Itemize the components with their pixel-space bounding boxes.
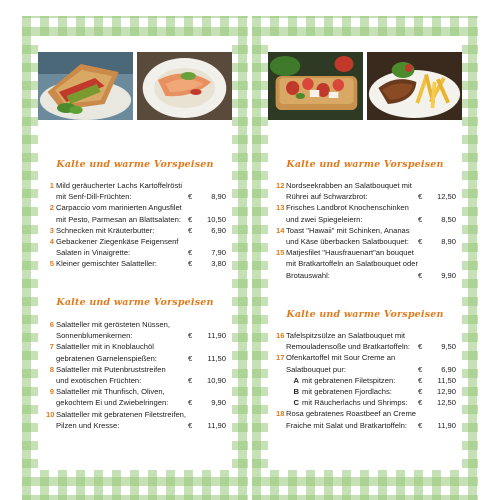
menu-item-number: 15 — [276, 248, 285, 258]
menu-item-number: 13 — [276, 203, 285, 213]
menu-item-price — [430, 247, 456, 258]
menu-item-text: Frisches Landbrot Knochenschinken — [286, 203, 409, 213]
menu-item-currency: € — [418, 214, 423, 224]
menu-subitem-price: 11,50 — [437, 375, 456, 385]
menu-item-body — [56, 341, 226, 363]
menu-item-number: 12 — [276, 181, 285, 190]
menu-item — [46, 180, 226, 202]
menu-item-currency — [418, 258, 430, 269]
menu-item-price: 6,90 — [211, 225, 226, 235]
menu-item-number: 14 — [276, 225, 285, 235]
menu-item-price: 11,90 — [207, 331, 226, 341]
menu-item-text: Brotauswahl: — [286, 270, 330, 280]
menu-item-number: 18 — [276, 409, 285, 419]
menu-item-text: Toast "Hawaii" mit Schinken, Ananas — [286, 225, 410, 235]
menu-item-currency — [188, 202, 200, 213]
menu-list — [276, 330, 456, 431]
menu-item-line — [56, 353, 226, 364]
menu-item-currency: € — [188, 398, 193, 408]
menu-item-currency — [188, 236, 200, 247]
menu-item-currency: € — [418, 192, 423, 202]
menu-item-line — [56, 397, 226, 408]
menu-item-price: 9,90 — [211, 398, 226, 408]
menu-item-currency — [188, 386, 200, 397]
menu-subitem-currency: € — [418, 387, 423, 397]
menu-item-number: 7 — [49, 342, 54, 352]
menu-item-text: Kleiner gemischter Salatteller: — [56, 259, 157, 269]
menu-item-text: Salatteller mit Thunfisch, Oliven, — [56, 387, 165, 397]
menu-item-price — [200, 409, 226, 420]
menu-item-line — [286, 247, 456, 258]
menu-item-price — [430, 408, 456, 419]
menu-item-line — [56, 364, 226, 375]
menu-item-currency: € — [188, 192, 193, 202]
menu-item — [276, 330, 456, 352]
menu-item — [46, 364, 226, 386]
menu-item-price — [200, 180, 226, 191]
menu-item-price: 10,90 — [206, 376, 226, 386]
panel-top-strip — [252, 0, 478, 16]
menu-item-currency — [418, 330, 430, 341]
menu-item-price: 3,80 — [211, 259, 226, 269]
menu-item-text: und exotischen Früchten: — [56, 376, 142, 386]
menu-item-text: gekochtem Ei und Zwiebelringen: — [56, 398, 169, 408]
menu-item-text: Salatteller mit gebratenen Filetstreifen, — [56, 409, 187, 419]
menu-item-line — [286, 180, 456, 191]
menu-item-price: 9,50 — [441, 342, 456, 352]
menu-item-line — [286, 270, 456, 281]
menu-item-price — [200, 386, 226, 397]
menu-item-line — [286, 330, 456, 341]
menu-item-price: 8,90 — [211, 192, 226, 202]
menu-item-currency: € — [188, 376, 193, 386]
menu-subitem — [286, 397, 456, 408]
section-title: Kalte und warme Vorspeisen — [56, 297, 214, 308]
menu-item-text: Gebackener Ziegenkäse Feigensenf — [56, 237, 179, 247]
menu-item-currency: € — [188, 331, 193, 341]
food-photos-right — [268, 52, 462, 120]
menu-item-price: 8,50 — [441, 214, 456, 224]
menu-subitem-letter: B — [293, 387, 299, 397]
menu-item-price — [200, 236, 226, 247]
menu-item-price: 9,90 — [441, 270, 456, 280]
menu-item-currency — [188, 180, 200, 191]
menu-item-number: 6 — [49, 320, 54, 329]
menu-item-price: 12,50 — [436, 192, 456, 202]
menu-item-currency — [188, 364, 200, 375]
menu-item-line — [286, 364, 456, 375]
menu-item-body — [56, 180, 226, 202]
menu-item-number: 10 — [46, 409, 55, 419]
menu-subitem — [286, 375, 456, 386]
menu-item-text: Salatteller mit in Knoblauchöl — [56, 342, 154, 352]
menu-item-text: Salatteller mit gerösteten Nüssen, — [56, 320, 170, 329]
menu-item — [46, 258, 226, 269]
menu-item — [276, 180, 456, 202]
menu-item-currency — [188, 341, 200, 352]
menu-item-text: Mild geräucherter Lachs Kartoffelrösti — [56, 181, 183, 190]
menu-item-text: mit Senf-Dill-Früchten: — [56, 192, 132, 202]
menu-subitem-text: mit Räucherlachs und Shrimps: — [302, 398, 408, 408]
menu-item-price — [430, 258, 456, 269]
menu-item-line — [286, 225, 456, 236]
menu-item-price — [430, 180, 456, 191]
menu-item-currency — [188, 319, 200, 330]
menu-item-line — [56, 319, 226, 330]
menu-item-text: mit Pesto, Parmesan an Blattsalaten: — [56, 214, 181, 224]
menu-item-price: 8,90 — [441, 237, 456, 247]
menu-item-text: Nordseekrabben an Salatbouquet mit — [286, 181, 412, 190]
menu-subitem-currency: € — [418, 398, 423, 408]
menu-subitem — [286, 386, 456, 397]
menu-item-line — [286, 408, 456, 419]
menu-item-text: und Käse überbacken Salatbouquet: — [286, 237, 409, 247]
menu-item-currency: € — [418, 364, 423, 374]
menu-item-line — [286, 214, 456, 225]
menu-item-text: Salatteller mit Putenbruststreifen — [56, 364, 166, 374]
menu-item-currency: € — [188, 214, 193, 224]
menu-item-line — [56, 341, 226, 352]
menu-item-body — [286, 202, 456, 224]
menu-item-body — [56, 202, 226, 224]
menu-item-line — [56, 247, 226, 258]
menu-item-price: 11,90 — [207, 420, 226, 430]
menu-card-right — [268, 36, 462, 470]
menu-item — [46, 341, 226, 363]
menu-item-number: 1 — [49, 181, 54, 190]
menu-list — [276, 180, 456, 281]
menu-item-body — [286, 330, 456, 352]
menu-item-body — [56, 364, 226, 386]
menu-subitem-letter: C — [293, 398, 299, 408]
menu-item-text: Remouladensoße und Bratkartoffeln: — [286, 342, 410, 352]
menu-list — [46, 319, 226, 431]
menu-subitem-text: mit gebratenen Filetspitzen: — [302, 375, 396, 385]
menu-item-currency: € — [418, 270, 423, 280]
menu-item-price — [430, 202, 456, 213]
menu-item-text: Ofenkartoffel mit Sour Creme an — [286, 353, 396, 363]
menu-list — [46, 180, 226, 270]
menu-item — [276, 247, 456, 281]
menu-subitem-letter: A — [293, 375, 299, 385]
menu-item-text: Matjesfilet "Hausfrauenart"an bouquet — [286, 248, 414, 258]
menu-item — [46, 319, 226, 341]
menu-item-text: Rosa gebratenes Roastbeef an Creme — [286, 409, 417, 419]
menu-item-text: Tafelspitzsülze an Salatbouquet mit — [286, 331, 406, 340]
menu-item-line — [56, 409, 226, 420]
food-photo-bruschetta — [268, 52, 363, 120]
menu-item-line — [56, 258, 226, 269]
menu-item-line — [56, 420, 226, 431]
menu-item-body — [286, 352, 456, 408]
menu-item-price: 10,50 — [206, 214, 226, 224]
menu-item-currency — [188, 409, 200, 420]
menu-item — [46, 386, 226, 408]
menu-item-number: 8 — [49, 364, 54, 374]
menu-item-currency — [418, 408, 430, 419]
menu-item-line — [56, 214, 226, 225]
menu-item-text: und zwei Spiegeleiern: — [286, 214, 363, 224]
food-photo-steak-fries — [367, 52, 462, 120]
menu-item-body — [56, 319, 226, 341]
menu-item-text: Pilzen und Kresse: — [56, 420, 120, 430]
menu-card-left — [38, 36, 232, 470]
menu-item-body — [286, 247, 456, 281]
menu-item-price: 7,90 — [211, 248, 226, 258]
menu-item-line — [56, 236, 226, 247]
menu-item-currency: € — [188, 259, 193, 269]
menu-item-line — [286, 352, 456, 363]
menu-item-price — [430, 352, 456, 363]
section-title: Kalte und warme Vorspeisen — [286, 309, 444, 320]
menu-item-price — [200, 202, 226, 213]
menu-item-price: 11,90 — [437, 420, 456, 430]
menu-item-number: 16 — [276, 331, 285, 340]
menu-item — [46, 236, 226, 258]
menu-item-line — [56, 180, 226, 191]
menu-item-line — [56, 202, 226, 213]
menu-item-text: gebratenen Garnelenspießen: — [56, 353, 157, 363]
menu-item-body — [56, 236, 226, 258]
menu-item-body — [286, 180, 456, 202]
menu-item-currency: € — [188, 353, 193, 363]
menu-item-price — [200, 364, 226, 375]
menu-item-number: 4 — [49, 237, 54, 247]
menu-item-body — [286, 408, 456, 430]
menu-item — [46, 225, 226, 236]
menu-item-text: Schnecken mit Kräuterbutter: — [56, 225, 155, 235]
food-photo-sandwich — [38, 52, 133, 120]
section-title: Kalte und warme Vorspeisen — [56, 159, 214, 170]
menu-item-text: Carpaccio vom marinierten Angusfilet — [56, 203, 182, 213]
menu-item-price — [430, 225, 456, 236]
menu-item-body — [56, 225, 226, 236]
menu-item — [46, 202, 226, 224]
menu-subitem-price: 12,90 — [436, 387, 456, 397]
menu-item-line — [286, 258, 456, 269]
menu-item-line — [286, 202, 456, 213]
menu-subitem-currency: € — [418, 375, 423, 385]
menu-item-number: 9 — [49, 387, 54, 397]
menu-item-price — [430, 330, 456, 341]
menu-item-price: 6,90 — [441, 364, 456, 374]
menu-panel-right — [252, 0, 478, 500]
menu-item-currency — [418, 180, 430, 191]
menu-subitem-text: mit gebratenen Fjordlachs: — [302, 387, 392, 397]
menu-item-number: 17 — [276, 353, 285, 363]
menu-item-currency: € — [188, 225, 193, 235]
menu-item-line — [56, 375, 226, 386]
menu-panel-left — [22, 0, 248, 500]
menu-item-currency: € — [418, 420, 423, 430]
menu-item — [46, 409, 226, 431]
menu-item-currency — [418, 225, 430, 236]
menu-item-number: 3 — [49, 225, 54, 235]
menu-item-text: Sonnenblumenkernen: — [56, 331, 133, 341]
menu-item-price — [200, 341, 226, 352]
menu-item — [276, 352, 456, 408]
menu-item-currency: € — [418, 342, 423, 352]
menu-item-line — [286, 236, 456, 247]
menu-item-currency — [418, 352, 430, 363]
menu-item-line — [286, 191, 456, 202]
panel-top-strip — [22, 0, 248, 16]
food-photos-left — [38, 52, 232, 120]
menu-item — [276, 408, 456, 430]
menu-item-body — [286, 225, 456, 247]
menu-item-line — [286, 341, 456, 352]
menu-item-text: Fraiche mit Salat und Bratkartoffeln: — [286, 420, 407, 430]
menu-item-line — [56, 225, 226, 236]
menu-item-currency — [418, 247, 430, 258]
menu-item-body — [56, 409, 226, 431]
menu-item-body — [56, 258, 226, 269]
menu-item-price: 11,50 — [207, 353, 226, 363]
menu-item — [276, 225, 456, 247]
menu-item-price — [200, 319, 226, 330]
menu-item-currency: € — [188, 248, 193, 258]
menu-item-currency: € — [418, 237, 423, 247]
menu-item-currency: € — [188, 420, 193, 430]
menu-item — [276, 202, 456, 224]
menu-item-line — [286, 420, 456, 431]
menu-item-line — [56, 386, 226, 397]
food-photo-salmon — [137, 52, 232, 120]
section-title: Kalte und warme Vorspeisen — [286, 159, 444, 170]
menu-item-number: 2 — [49, 203, 54, 213]
menu-item-line — [56, 191, 226, 202]
menu-item-text: Salaten in Vinaigrette: — [56, 248, 131, 258]
menu-item-body — [56, 386, 226, 408]
menu-item-currency — [418, 202, 430, 213]
menu-item-text: Rührei auf Schwarzbrot: — [286, 192, 368, 202]
menu-subitem-price: 12,50 — [436, 398, 456, 408]
menu-item-text: Salatbouquet pur: — [286, 364, 346, 374]
menu-item-line — [56, 330, 226, 341]
menu-item-text: mit Bratkartoffeln an Salatbouquet oder — [286, 259, 418, 269]
menu-item-number: 5 — [49, 259, 54, 269]
